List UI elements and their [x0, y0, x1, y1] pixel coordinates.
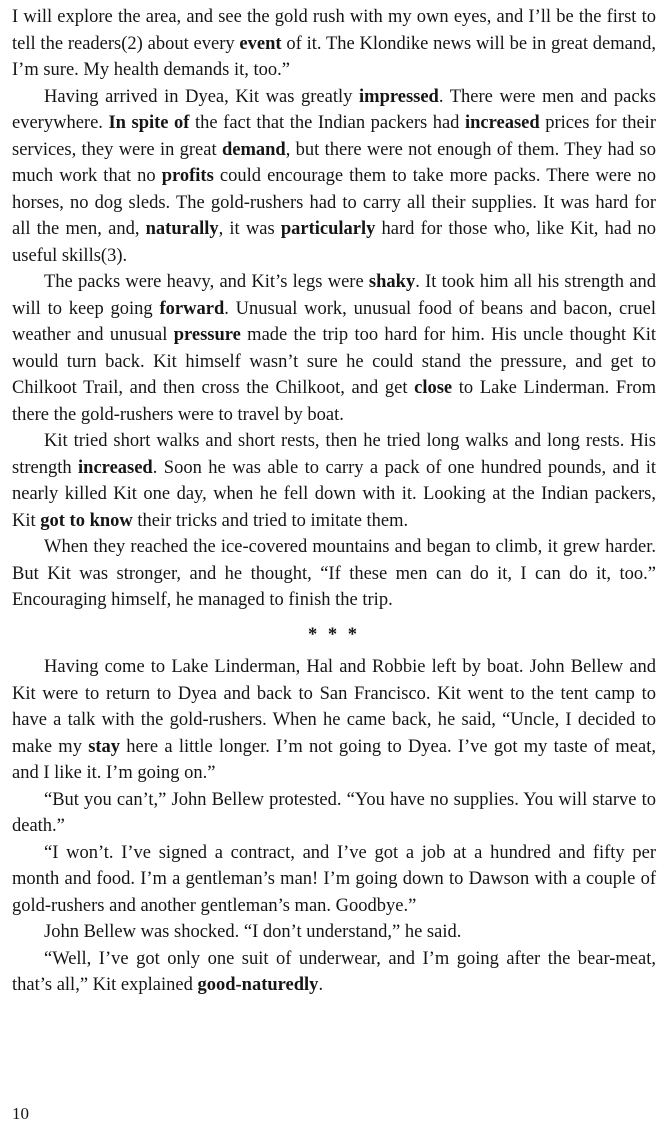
text-run: . Soon he was able to carry a pack of one hundred pounds, and it nearly killed Kit one day, when he fell down with it. Looking at the Indian packers, Kit: [12, 457, 656, 531]
text-run: could encourage them to take more packs. There were no horses, no dog sleds. The gold-rushers had to carry all their supplies. It was hard for all the men, and,: [12, 166, 656, 239]
paragraph: [12, 787, 656, 840]
bold-word: event: [239, 33, 282, 54]
paragraph: [12, 840, 656, 920]
text-run: John Bellew was shocked. “I don’t understand,” he said.: [44, 922, 462, 942]
bold-word: particularly: [280, 219, 376, 239]
text-run: prices for their services, they were in great: [12, 113, 656, 160]
paragraph: [12, 84, 656, 270]
text-run: Having arrived in Dyea, Kit was greatly: [44, 86, 360, 107]
bold-word: naturally: [145, 219, 219, 239]
text-run: “Well, I’ve got only one suit of underwear, and I’m going after the bear-meat, that’s all,” Kit explained: [12, 948, 656, 995]
paragraph: [12, 946, 656, 999]
text-section-after-break: [12, 654, 656, 999]
bold-word: In spite of: [108, 113, 190, 133]
text-run: Having come to Lake Linderman, Hal and Robbie left by boat. John Bellew and Kit were to return to Dyea and back to San Francisco. Kit went to the tent camp to have a talk with the gold-rushers. When he came back, he said, “Uncle, I decided to make my: [12, 657, 656, 757]
section-break: * * *: [308, 624, 360, 645]
text-run: made the trip too hard for him. His uncle thought Kit would turn back. Kit himself wasn’t sure he could stand the pressure, and get to Chilkoot Trail, and then cross the Chilkoot, and get: [12, 325, 656, 398]
text-run: . Unusual work, unusual food of beans and bacon, cruel weather and unusual: [12, 298, 656, 345]
paragraph: [12, 654, 656, 787]
text-run: .: [318, 975, 324, 995]
text-run: the fact that the Indian packers had: [189, 113, 465, 133]
bold-word: increased: [465, 113, 540, 133]
page-number: 10: [12, 1104, 29, 1123]
paragraph: [12, 919, 656, 946]
text-run: Kit tried short walks and short rests, then he tried long walks and long rests. His strength: [12, 431, 656, 478]
text-run: of it. The Klondike news will be in great demand, I’m sure. My health demands it, too.”: [12, 33, 656, 80]
bold-word: pressure: [173, 325, 241, 345]
bold-word: stay: [88, 736, 121, 757]
bold-word: shaky: [368, 272, 416, 292]
paragraph: [12, 4, 656, 84]
bold-word: close: [414, 378, 453, 398]
paragraph: [12, 269, 656, 428]
bold-word: good-naturedly: [197, 975, 319, 995]
text-run: “I won’t. I’ve signed a contract, and I’ve got a job at a hundred and fifty per month and food. I’m a gentleman’s man! I’m going down to Dawson with a couple of gold-rushers and another gentleman’s man. Goodbye.”: [12, 842, 656, 916]
bold-word: increased: [78, 457, 153, 478]
text-run: “But you can’t,” John Bellew protested. “You have no supplies. You will starve to death.”: [12, 789, 656, 836]
text-run: When they reached the ice-covered mountains and began to climb, it grew harder. But Kit was stronger, and he thought, “If these men can do it, I can do it, too.” Encouraging himself, he managed to finish the trip.: [12, 537, 656, 610]
bold-word: profits: [161, 166, 214, 186]
text-run: to Lake Linderman. From there the gold-rushers were to travel by boat.: [12, 378, 656, 425]
text-run: , it was: [218, 219, 281, 239]
bold-word: got to know: [40, 510, 133, 531]
text-run: The packs were heavy, and Kit’s legs were: [44, 272, 369, 292]
text-section-before-break: [12, 4, 656, 614]
paragraph: [12, 428, 656, 534]
text-run: their tricks and tried to imitate them.: [132, 510, 409, 531]
text-run: , but there were not enough of them. They had so much work that no: [12, 139, 656, 186]
paragraph: [12, 534, 656, 614]
text-run: I will explore the area, and see the gold rush with my own eyes, and I’ll be the first to tell the readers(2) about every: [12, 7, 656, 54]
text-run: . There were men and packs everywhere.: [12, 86, 656, 133]
bold-word: forward: [159, 298, 225, 319]
text-run: here a little longer. I’m not going to Dyea. I’ve got my taste of meat, and I like it. I’m going on.”: [12, 736, 656, 783]
bold-word: demand: [221, 139, 286, 160]
text-run: hard for those who, like Kit, had no useful skills(3).: [12, 219, 656, 266]
text-run: . It took him all his strength and will to keep going: [12, 272, 656, 319]
bold-word: impressed: [359, 86, 439, 107]
